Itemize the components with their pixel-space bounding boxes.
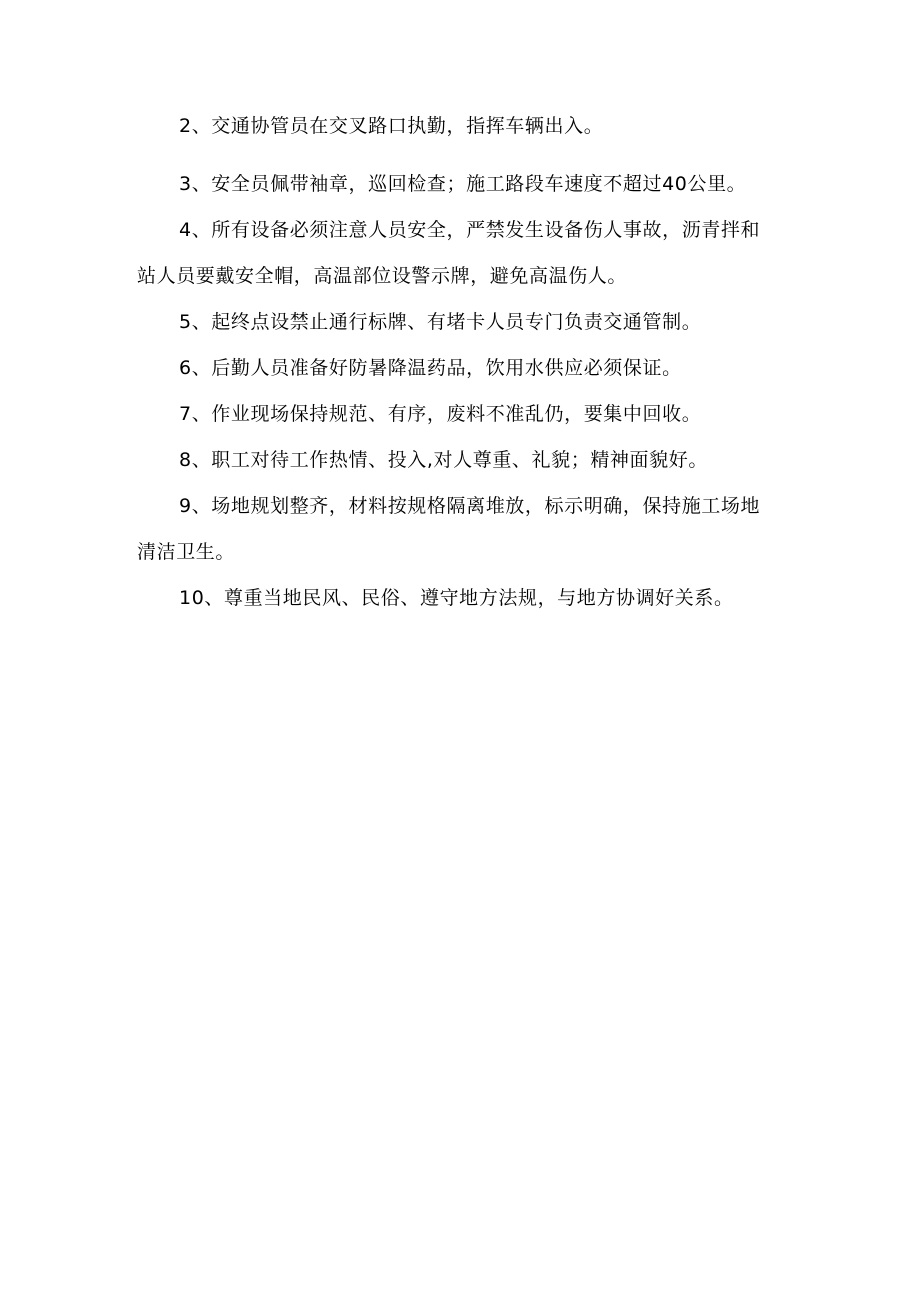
paragraph-6: 6、后勤人员准备好防暑降温药品，饮用水供应必须保证。: [179, 357, 682, 379]
paragraph-5: 5、起终点设禁止通行标牌、有堵卡人员专门负责交通管制。: [179, 311, 702, 333]
paragraph-8: 8、职工对待工作热情、投入,对人尊重、礼貌；精神面貌好。: [179, 449, 708, 471]
paragraph-4: 4、所有设备必须注意人员安全，严禁发生设备伤人事故，沥青拌和站人员要戴安全帽，高温部位设警示牌，避免高温伤人。: [137, 219, 761, 287]
paragraph-7: 7、作业现场保持规范、有序，废料不准乱仍，要集中回收。: [179, 403, 702, 425]
paragraph-3: 3、安全员佩带袖章，巡回检查；施工路段车速度不超过40公里。: [179, 173, 747, 195]
paragraph-2: 2、交通协管员在交叉路口执勤，指挥车辆出入。: [179, 115, 604, 137]
paragraph-9: 9、场地规划整齐，材料按规格隔离堆放，标示明确，保持施工场地清洁卫生。: [137, 495, 761, 563]
paragraph-10: 10、尊重当地民风、民俗、遵守地方法规，与地方协调好关系。: [179, 587, 734, 609]
document-body: [137, 103, 779, 621]
